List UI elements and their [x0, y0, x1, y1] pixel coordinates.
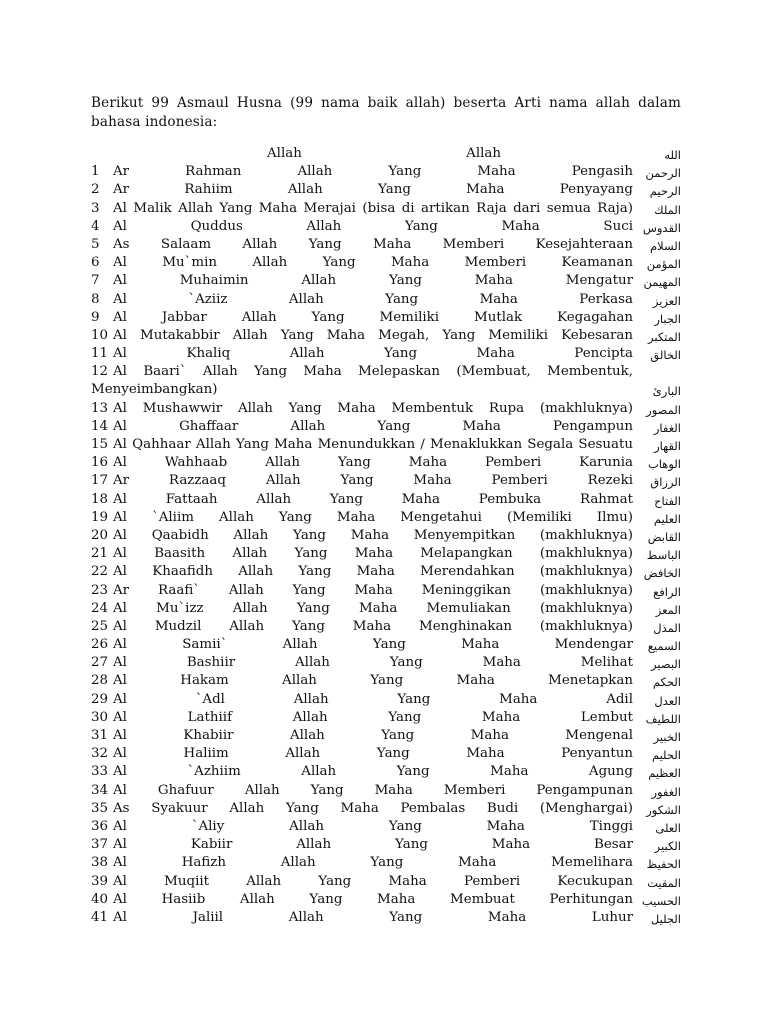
item-arabic: الفتاح	[654, 493, 681, 508]
item-text-line: Al Baari` Allah Yang Maha Melepaskan (Membuat, Membentuk,	[113, 364, 633, 380]
item-number: 1	[91, 164, 100, 180]
list-item	[91, 782, 681, 800]
list-item	[91, 818, 681, 836]
item-arabic: البارئ	[652, 384, 681, 399]
list-item	[91, 600, 681, 618]
list-item	[91, 618, 681, 636]
item-text: As Syakuur Allah Yang Maha Pembalas Budi (Menghargai)	[113, 800, 633, 816]
item-text: Al Mushawwir Allah Yang Maha Membentuk Rupa (makhluknya)	[113, 400, 633, 416]
item-arabic: الرزاق	[650, 475, 681, 490]
list-item	[91, 218, 681, 236]
list-item	[91, 854, 681, 872]
item-number: 10	[91, 327, 109, 343]
item-arabic: المصور	[646, 402, 681, 417]
list-item	[91, 836, 681, 854]
item-text: Al Khaliq Allah Yang Maha Pencipta	[113, 346, 633, 362]
item-arabic: العظيم	[648, 766, 681, 781]
list-item	[91, 272, 681, 290]
item-number: 23	[91, 582, 109, 598]
list-item	[91, 672, 681, 690]
item-number: 5	[91, 236, 100, 252]
item-arabic: الجبار	[654, 311, 681, 326]
list-item	[91, 654, 681, 672]
list-item	[91, 472, 681, 490]
item-arabic: العدل	[654, 693, 681, 708]
item-text: Al Hasiib Allah Yang Maha Membuat Perhitungan	[113, 891, 633, 907]
item-number: 38	[91, 855, 109, 871]
item-text: Al Lathiif Allah Yang Maha Lembut	[113, 709, 633, 725]
list-item	[91, 491, 681, 509]
item-arabic: المقيت	[647, 875, 681, 890]
item-number: 39	[91, 873, 109, 889]
item-arabic: العليم	[653, 511, 681, 526]
header-row	[91, 145, 681, 163]
list-item	[91, 291, 681, 309]
item-arabic: العلى	[655, 820, 681, 835]
item-arabic: الرافع	[653, 584, 681, 599]
item-arabic: الشكور	[646, 802, 681, 817]
list-item	[91, 400, 681, 418]
item-number: 9	[91, 309, 100, 325]
item-number: 3	[91, 200, 100, 216]
item-arabic: المتكبر	[648, 329, 681, 344]
item-text: Al Fattaah Allah Yang Maha Pembuka Rahmat	[113, 491, 633, 507]
item-number: 40	[91, 891, 109, 907]
item-arabic: الغفار	[653, 420, 681, 435]
item-text: Al Qahhaar Allah Yang Maha Menundukkan / Menaklukkan Segala Sesuatu	[113, 437, 633, 453]
item-number: 18	[91, 491, 109, 507]
list-item	[91, 254, 681, 272]
item-text: Al Muqiit Allah Yang Maha Pemberi Kecukupan	[113, 873, 633, 889]
item-text: Al Baasith Allah Yang Maha Melapangkan (makhluknya)	[113, 546, 633, 562]
item-arabic: الحليم	[651, 748, 681, 763]
list-item	[91, 691, 681, 709]
item-arabic: الرحمن	[645, 166, 681, 181]
item-number: 35	[91, 800, 109, 816]
item-text: Al `Aliim Allah Yang Maha Mengetahui (Memiliki Ilmu)	[113, 509, 633, 525]
item-number: 26	[91, 637, 109, 653]
list-item	[91, 745, 681, 763]
item-number: 33	[91, 764, 109, 780]
header-name: Allah	[267, 146, 302, 161]
item-text: Al Kabiir Allah Yang Maha Besar	[113, 837, 633, 853]
item-text: Al Khaafidh Allah Yang Maha Merendahkan (makhluknya)	[113, 564, 633, 580]
item-arabic: المعز	[655, 602, 681, 617]
list-item	[91, 527, 681, 545]
item-text: Al Ghaffaar Allah Yang Maha Pengampun	[113, 418, 633, 434]
list-item	[91, 363, 681, 399]
item-text: Al Mu`izz Allah Yang Maha Memuliakan (makhluknya)	[113, 600, 633, 616]
list-item	[91, 181, 681, 199]
item-text: Al Hafizh Allah Yang Maha Memelihara	[113, 855, 633, 871]
item-arabic: اللطيف	[645, 711, 681, 726]
item-text: Ar Razzaaq Allah Yang Maha Pemberi Rezeki	[113, 473, 633, 489]
list-item	[91, 418, 681, 436]
item-arabic: الخافض	[643, 566, 681, 581]
item-text: Al Khabiir Allah Yang Maha Mengenal	[113, 728, 633, 744]
item-text: Al Haliim Allah Yang Maha Penyantun	[113, 746, 633, 762]
item-text: Al `Aziiz Allah Yang Maha Perkasa	[113, 291, 633, 307]
item-text: Ar Rahiim Allah Yang Maha Penyayang	[113, 182, 633, 198]
item-text: Al Mudzil Allah Yang Maha Menghinakan (makhluknya)	[113, 618, 633, 634]
item-number: 16	[91, 455, 109, 471]
list-item	[91, 509, 681, 527]
list-item	[91, 327, 681, 345]
item-arabic: الخبير	[653, 730, 681, 745]
asmaul-husna-list	[91, 145, 681, 927]
item-arabic: المهيمن	[643, 275, 681, 290]
item-number: 20	[91, 527, 109, 543]
item-arabic: السميع	[647, 639, 681, 654]
list-item	[91, 636, 681, 654]
item-arabic: الحكم	[652, 675, 681, 690]
item-text: Al `Azhiim Allah Yang Maha Agung	[113, 764, 633, 780]
item-number: 2	[91, 182, 100, 198]
item-arabic: الخالق	[650, 348, 681, 363]
list-item	[91, 345, 681, 363]
item-number: 34	[91, 782, 109, 798]
item-arabic: المذل	[653, 620, 681, 635]
item-number: 11	[91, 346, 109, 362]
item-number: 36	[91, 818, 109, 834]
item-text: Ar Raafi` Allah Yang Maha Meninggikan (makhluknya)	[113, 582, 633, 598]
item-text-continuation: Menyeimbangkan)	[91, 382, 218, 398]
header-meaning: Allah	[466, 146, 501, 161]
list-item	[91, 582, 681, 600]
list-item	[91, 236, 681, 254]
item-number: 12	[91, 364, 109, 380]
item-arabic: البصير	[651, 657, 681, 672]
item-number: 31	[91, 728, 109, 744]
item-arabic: الوهاب	[647, 457, 681, 472]
header-arabic: الله	[664, 148, 681, 162]
item-number: 15	[91, 437, 109, 453]
list-item	[91, 891, 681, 909]
item-text: Al Mutakabbir Allah Yang Maha Megah, Yang Memiliki Kebesaran	[113, 327, 633, 343]
item-arabic: الغفور	[651, 784, 681, 799]
list-item	[91, 763, 681, 781]
item-arabic: الملك	[654, 202, 681, 217]
item-text: Al Jabbar Allah Yang Memiliki Mutlak Kegagahan	[113, 309, 633, 325]
item-number: 29	[91, 691, 109, 707]
item-text: Al `Adl Allah Yang Maha Adil	[113, 691, 633, 707]
list-item	[91, 909, 681, 927]
item-arabic: القدوس	[642, 220, 681, 235]
item-number: 7	[91, 273, 100, 289]
item-arabic: الحسيب	[641, 893, 681, 908]
item-number: 27	[91, 655, 109, 671]
item-arabic: الباسط	[646, 548, 681, 563]
item-arabic: الحفيظ	[646, 857, 681, 872]
list-item	[91, 309, 681, 327]
item-number: 28	[91, 673, 109, 689]
item-text: Al Bashiir Allah Yang Maha Melihat	[113, 655, 633, 671]
item-arabic: الرحيم	[649, 184, 681, 199]
list-item	[91, 436, 681, 454]
item-text: Ar Rahman Allah Yang Maha Pengasih	[113, 164, 633, 180]
item-arabic: العزيز	[652, 293, 681, 308]
item-number: 25	[91, 618, 109, 634]
item-text: Al Hakam Allah Yang Maha Menetapkan	[113, 673, 633, 689]
item-text: Al `Aliy Allah Yang Maha Tinggi	[113, 818, 633, 834]
list-item	[91, 454, 681, 472]
item-text: Al Samii` Allah Yang Maha Mendengar	[113, 637, 633, 653]
item-arabic: الجليل	[650, 911, 681, 926]
list-item	[91, 727, 681, 745]
item-text: Al Ghafuur Allah Yang Maha Memberi Pengampunan	[113, 782, 633, 798]
item-number: 8	[91, 291, 100, 307]
list-item	[91, 563, 681, 581]
item-number: 19	[91, 509, 109, 525]
item-number: 41	[91, 909, 109, 925]
item-text: Al Jaliil Allah Yang Maha Luhur	[113, 909, 633, 925]
item-text: Al Muhaimin Allah Yang Maha Mengatur	[113, 273, 633, 289]
item-arabic: القابض	[647, 529, 681, 544]
item-arabic: القهار	[654, 439, 681, 454]
item-text: Al Qaabidh Allah Yang Maha Menyempitkan (makhluknya)	[113, 527, 633, 543]
item-number: 13	[91, 400, 109, 416]
header-content	[267, 145, 501, 163]
item-text: As Salaam Allah Yang Maha Memberi Kesejahteraan	[113, 236, 633, 252]
item-text: Al Quddus Allah Yang Maha Suci	[113, 218, 633, 234]
list-item	[91, 163, 681, 181]
list-item	[91, 200, 681, 218]
item-number: 6	[91, 255, 100, 271]
item-number: 32	[91, 746, 109, 762]
list-item	[91, 800, 681, 818]
item-number: 4	[91, 218, 100, 234]
item-number: 21	[91, 546, 109, 562]
item-number: 37	[91, 837, 109, 853]
list-item	[91, 709, 681, 727]
item-number: 22	[91, 564, 109, 580]
item-arabic: الكبير	[654, 839, 681, 854]
item-number: 30	[91, 709, 109, 725]
item-text: Al Mu`min Allah Yang Maha Memberi Keamanan	[113, 255, 633, 271]
list-item	[91, 545, 681, 563]
list-item	[91, 873, 681, 891]
item-number: 17	[91, 473, 109, 489]
intro-paragraph: Berikut 99 Asmaul Husna (99 nama baik allah) beserta Arti nama allah dalam bahasa indonesia:	[91, 95, 681, 130]
item-arabic: السلام	[650, 238, 681, 253]
item-text: Al Wahhaab Allah Yang Maha Pemberi Karunia	[113, 455, 633, 471]
item-arabic: المؤمن	[646, 257, 681, 272]
item-text: Al Malik Allah Yang Maha Merajai (bisa di artikan Raja dari semua Raja)	[113, 200, 633, 216]
item-number: 24	[91, 600, 109, 616]
item-number: 14	[91, 418, 109, 434]
